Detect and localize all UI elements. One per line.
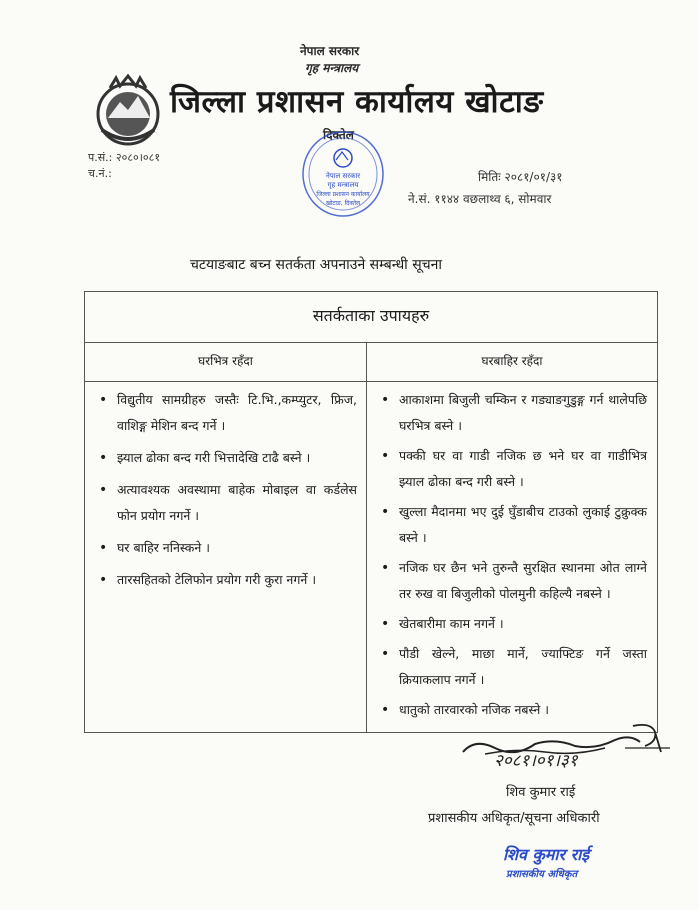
indoor-header-label: घरभित्र रहँदा <box>198 354 253 368</box>
notice-subject: चटयाङबाट बच्न सतर्कता अपनाउने सम्बन्धी सूचना <box>190 257 443 273</box>
signatory-name: शिव कुमार राई <box>506 785 576 800</box>
signatory-title: प्रशासकीय अधिकृत/सूचना अधिकारी <box>428 811 600 826</box>
list-item: • धातुको तारवारको नजिक नबस्ने । <box>379 697 647 723</box>
ministry-name: गृह मन्त्रालय <box>305 61 359 75</box>
list-item: • खेतबारीमा काम नगर्ने । <box>379 611 647 637</box>
dispatch-number: च.नं.: <box>88 167 112 180</box>
column-divider <box>366 381 367 732</box>
svg-text:नेपाल सरकार: नेपाल सरकार <box>325 172 361 180</box>
list-item: • विद्युतीय सामग्रीहरु जस्तैः टि.भि.,कम्प्युटर, फ्रिज, वाशिङ्ग मेशिन बन्द गर्ने । <box>97 387 357 439</box>
government-name: नेपाल सरकार <box>300 44 360 58</box>
designation-stamp: प्रशासकीय अधिकृत <box>506 869 578 880</box>
column-header-indoor <box>85 342 367 382</box>
list-item: • पौडी खेल्ने, माछा मार्ने, ज्याफ्टिङ गर्ने जस्ता क्रियाकलाप नगर्ने । <box>379 641 647 693</box>
outdoor-header-label: घरबाहिर रहँदा <box>481 354 543 368</box>
svg-text:जिल्ला प्रशासन कार्यालय: जिल्ला प्रशासन कार्यालय <box>316 191 370 198</box>
list-item: • आकाशमा बिजुली चम्किन र गड्याङगुडुङ्ग गर्न थालेपछि घरभित्र बस्ने । <box>379 387 647 439</box>
table-title-row <box>85 292 657 343</box>
signature-date: २०८१।०१।३१ <box>494 751 578 771</box>
office-location: दिक्तेल <box>323 128 354 142</box>
name-stamp: शिव कुमार राई <box>503 845 590 864</box>
date-nepal-sambat: ने.सं. ११४४ वछलाथ्व ६, सोमवार <box>408 192 552 206</box>
indoor-precautions-list <box>97 387 357 593</box>
list-item: • अत्यावश्यक अवस्थामा बाहेक मोबाइल वा कर्डलेस फोन प्रयोग नगर्ने । <box>97 477 357 529</box>
table-title: सतर्कताका उपायहरु <box>312 306 430 325</box>
list-item: • तारसहितको टेलिफोन प्रयोग गरी कुरा नगर्ने । <box>97 567 357 593</box>
svg-text:खोटाङ, दिक्तेल: खोटाङ, दिक्तेल <box>325 200 361 207</box>
list-item: • नजिक घर छैन भने तुरुन्तै सुरक्षित स्थानमा ओत लाग्ने तर रुख वा बिजुलीको पोलमुनी कहिल्यै नबस्ने । <box>379 555 647 607</box>
list-item: • झ्याल ढोका बन्द गरी भित्तादेखि टाढै बस्ने । <box>97 445 357 471</box>
list-item: • खुल्ला मैदानमा भए दुई घुँडाबीच टाउको लुकाई टुक्रुक्क बस्ने । <box>379 499 647 551</box>
nepal-emblem-icon <box>88 70 168 150</box>
column-header-outdoor <box>367 342 657 382</box>
date-bs: मितिः २०८१/०१/३१ <box>478 170 563 184</box>
list-item: • घर बाहिर ननिस्कने । <box>97 535 357 561</box>
list-item: • पक्की घर वा गाडी नजिक छ भने घर वा गाडीभित्र झ्याल ढोका बन्द गरी बस्ने । <box>379 443 647 495</box>
office-seal-stamp <box>298 128 388 220</box>
reference-number: प.सं.: २०८०।०८१ <box>88 151 161 164</box>
svg-text:गृह मन्त्रालय: गृह मन्त्रालय <box>327 181 359 189</box>
office-title: जिल्ला प्रशासन कार्यालय खोटाङ <box>170 84 544 120</box>
precautions-table <box>84 291 658 733</box>
outdoor-precautions-list <box>379 387 647 723</box>
